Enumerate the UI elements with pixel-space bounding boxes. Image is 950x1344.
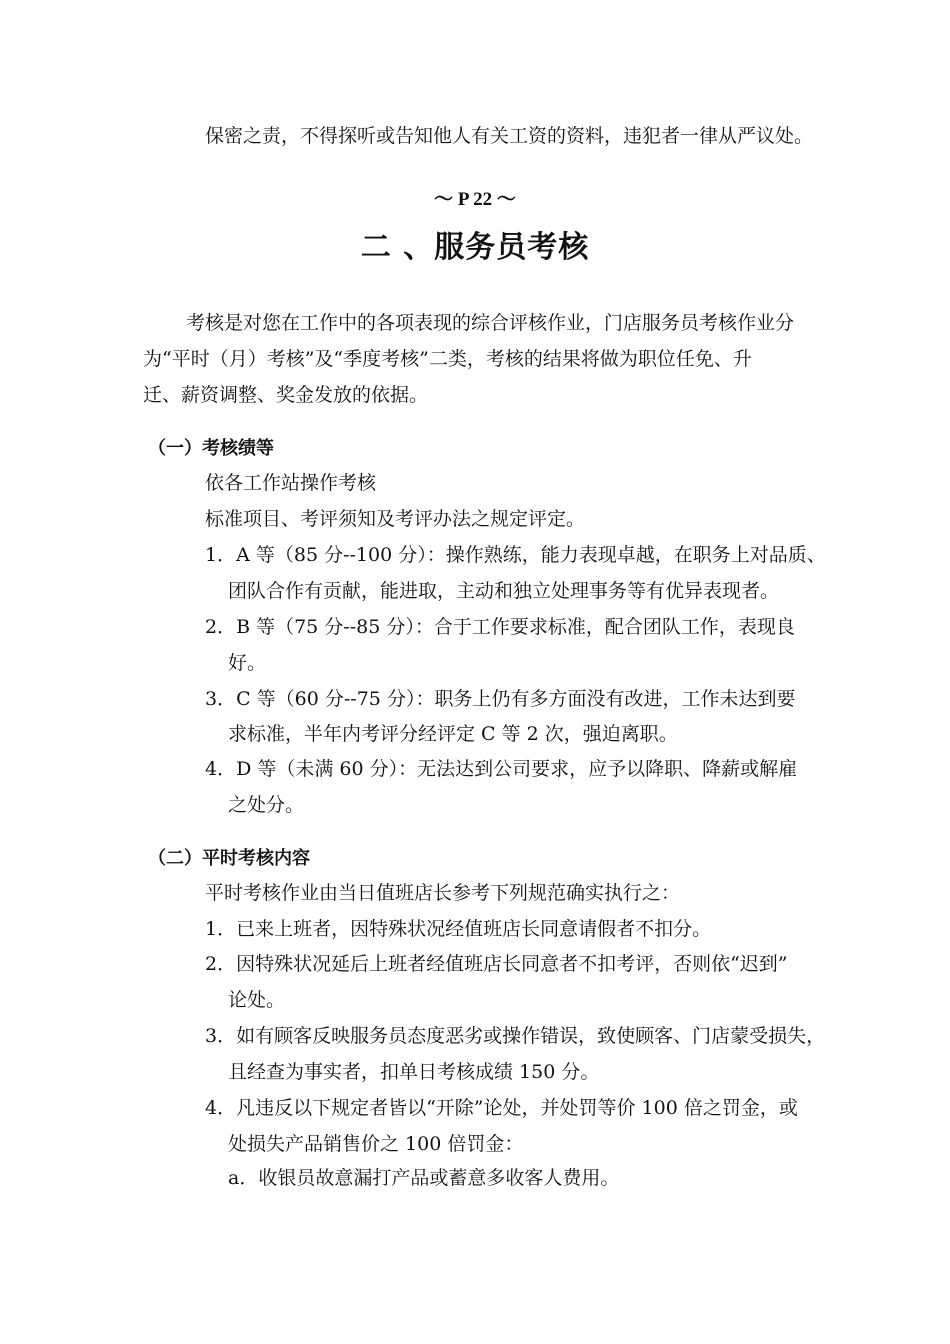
rule-1-line-1: 1．已来上班者，因特殊状况经值班店长同意请假者不扣分。 [205,918,712,940]
rule-4-line-2: 处损失产品销售价之 100 倍罚金： [228,1133,524,1155]
rule-3-line-2: 且经查为事实者，扣单日考核成绩 150 分。 [228,1061,600,1083]
grade-a-line-2: 团队合作有贡献，能进取，主动和独立处理事务等有优异表现者。 [228,580,780,602]
intro-line-3: 迁、薪资调整、奖金发放的依据。 [143,384,429,406]
page-title: 二 、服务员考核 [360,230,590,265]
section-2-line-1: 平时考核作业由当日值班店长参考下列规范确实执行之： [205,882,681,904]
grade-d-line-2: 之处分。 [228,794,305,816]
top-continuation-text: 保密之责，不得探听或告知他人有关工资的资料，违犯者一律从严议处。 [205,125,814,147]
grade-b-line-1: 2．B 等（75 分--85 分）：合于工作要求标准，配合团队工作，表现良 [205,616,795,638]
section-1-heading: （一）考核绩等 [148,438,274,459]
intro-line-1: 考核是对您在工作中的各项表现的综合评核作业，门店服务员考核作业分 [186,312,795,334]
rule-4-line-1: 4．凡违反以下规定者皆以“开除”论处，并处罚等价 100 倍之罚金，或 [205,1097,798,1119]
grade-a-line-1: 1．A 等（85 分--100 分）：操作熟练，能力表现卓越，在职务上对品质、 [205,544,826,566]
grade-c-line-1: 3．C 等（60 分--75 分）：职务上仍有多方面没有改进，工作未达到要 [205,688,796,710]
rule-2-line-2: 论处。 [228,989,286,1011]
section-1-line-2: 标准项目、考评须知及考评办法之规定评定。 [205,508,586,530]
section-2-heading: （二）平时考核内容 [148,848,310,869]
page-number: ～ P 22 ～ [434,189,516,210]
grade-b-line-2: 好。 [228,652,267,674]
intro-line-2: 为“平时（月）考核”及“季度考核”二类，考核的结果将做为职位任免、升 [143,348,752,370]
rule-3-line-1: 3．如有顾客反映服务员态度恶劣或操作错误，致使顾客、门店蒙受损失， [205,1025,826,1047]
grade-d-line-1: 4．D 等（未满 60 分）：无法达到公司要求，应予以降职、降薪或解雇 [205,758,798,780]
grade-c-line-2: 求标准，半年内考评分经评定 C 等 2 次，强迫离职。 [228,723,678,745]
section-1-line-1: 依各工作站操作考核 [205,472,377,494]
rule-2-line-1: 2．因特殊状况延后上班者经值班店长同意者不扣考评，否则依“迟到” [205,953,788,975]
rule-4-sub-item-a: a．收银员故意漏打产品或蓄意多收客人费用。 [228,1167,620,1189]
